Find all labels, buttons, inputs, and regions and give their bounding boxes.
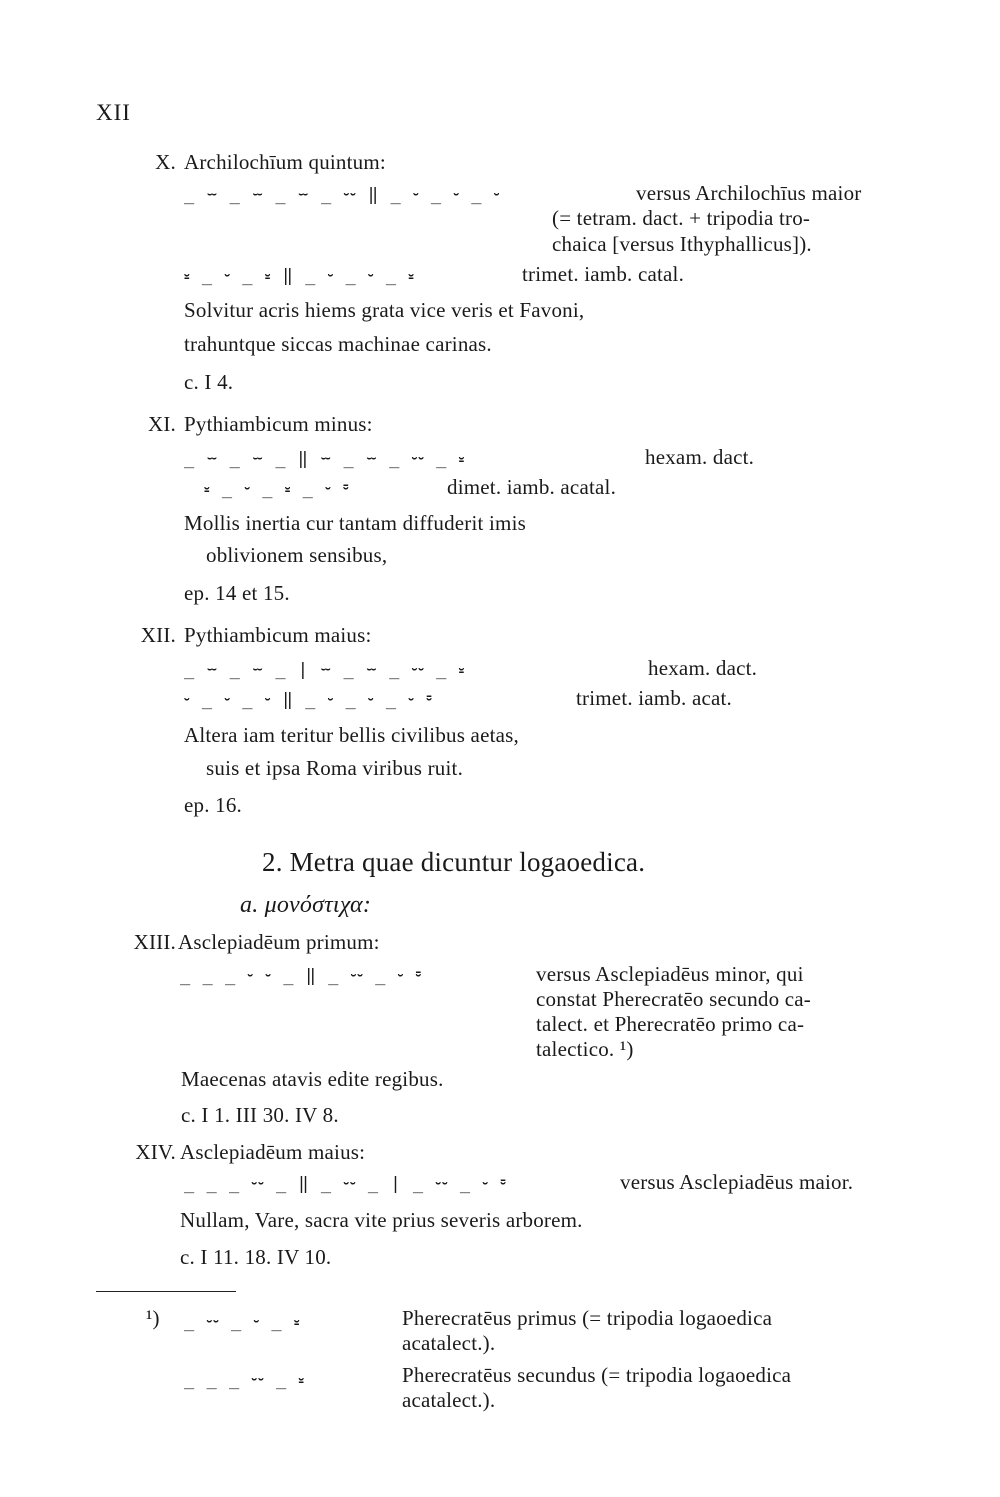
entry-title: Asclepiadēum primum: xyxy=(178,930,380,954)
entry-number: X. xyxy=(155,150,176,174)
meter-description: talect. et Pherecratēo primo ca- xyxy=(536,1012,805,1036)
footnote-text: Pherecratēus secundus (= tripodia logaoedica xyxy=(402,1363,792,1387)
entry-title: Archilochīum quintum: xyxy=(184,150,386,174)
section-heading: 2. Metra quae dicuntur logaoedica. xyxy=(262,847,646,877)
entry-number: XIII. xyxy=(133,930,176,954)
meter-description: chaica [versus Ithyphallicus]). xyxy=(552,232,812,256)
verse-line: Altera iam teritur bellis civilibus aetas, xyxy=(184,723,519,747)
meter-scheme: _ ⏖ _ ⏖ _ ⏖ _ ⏑⏑ ‖ _ ⏑ _ ⏑ _ ⏑ xyxy=(184,185,501,205)
meter-scheme: ⏑ _ ⏑ _ ⏑ ‖ _ ⏑ _ ⏑ _ ⏑ ⏒ xyxy=(184,690,433,710)
footnote-text: Pherecratēus primus (= tripodia logaoedica xyxy=(402,1306,773,1330)
entry-title: Pythiambicum minus: xyxy=(184,412,373,436)
meter-description: dimet. iamb. acatal. xyxy=(447,475,617,499)
page-number: XII xyxy=(96,100,131,125)
verse-line: Nullam, Vare, sacra vite prius severis arborem. xyxy=(180,1208,583,1232)
footnote-text: acatalect.). xyxy=(402,1388,496,1412)
reference: c. I 4. xyxy=(184,370,234,394)
entry-title: Asclepiadēum maius: xyxy=(180,1140,366,1164)
verse-line: Mollis inertia cur tantam diffuderit imis xyxy=(184,511,526,535)
reference: ep. 14 et 15. xyxy=(184,581,290,605)
meter-description: trimet. iamb. acat. xyxy=(576,686,732,710)
verse-line: Maecenas atavis edite regibus. xyxy=(181,1067,444,1091)
meter-description: hexam. dact. xyxy=(645,445,755,469)
reference: c. I 11. 18. IV 10. xyxy=(180,1245,332,1269)
subheading: a. μονόστιχα: xyxy=(240,892,372,918)
meter-description: versus Archilochīus maior xyxy=(636,181,862,205)
meter-description: (= tetram. dact. + tripodia tro- xyxy=(552,206,811,230)
verse-line: Solvitur acris hiems grata vice veris et Favoni, xyxy=(184,298,585,322)
meter-scheme: _ _ _ ⏑ ⏑ _ ‖ _ ⏑⏑ _ ⏑ ⏒ xyxy=(180,966,423,986)
meter-scheme: _ _ _ ⏑⏑ _ ⏓ xyxy=(184,1370,306,1390)
meter-description: versus Asclepiadēus minor, qui xyxy=(536,962,804,986)
meter-scheme: ⏓ _ ⏑ _ ⏓ ‖ _ ⏑ _ ⏑ _ ⏓ xyxy=(184,266,415,286)
reference: ep. 16. xyxy=(184,793,242,817)
meter-description: trimet. iamb. catal. xyxy=(522,262,685,286)
entry-number: XII. xyxy=(140,623,176,647)
footnote-marker: ¹) xyxy=(146,1306,160,1330)
meter-description: hexam. dact. xyxy=(648,656,758,680)
meter-scheme: ⏓ _ ⏑ _ ⏓ _ ⏑ ⏒ xyxy=(204,479,350,499)
reference: c. I 1. III 30. IV 8. xyxy=(181,1103,339,1127)
meter-scheme: _ ⏖ _ ⏖ _ | ⏖ _ ⏖ _ ⏑⏑ _ ⏓ xyxy=(184,660,466,680)
meter-scheme: _ ⏑⏑ _ ⏑ _ ⏓ xyxy=(184,1312,301,1332)
meter-description: constat Pherecratēo secundo ca- xyxy=(536,987,811,1011)
footnote-text: acatalect.). xyxy=(402,1331,496,1355)
footnote-rule xyxy=(96,1291,236,1292)
verse-line: oblivionem sensibus, xyxy=(206,543,388,567)
entry-number: XI. xyxy=(147,412,176,436)
meter-description: talectico. ¹) xyxy=(536,1037,634,1061)
meter-description: versus Asclepiadēus maior. xyxy=(620,1170,854,1194)
meter-scheme: _ _ _ ⏑⏑ _ ‖ _ ⏑⏑ _ | _ ⏑⏑ _ ⏑ ⏒ xyxy=(184,1174,507,1194)
verse-line: trahuntque siccas machinae carinas. xyxy=(184,332,492,356)
entry-title: Pythiambicum maius: xyxy=(184,623,372,647)
verse-line: suis et ipsa Roma viribus ruit. xyxy=(206,756,464,780)
entry-number: XIV. xyxy=(135,1140,176,1164)
meter-scheme: _ ⏖ _ ⏖ _ ‖ ⏖ _ ⏖ _ ⏑⏑ _ ⏓ xyxy=(184,449,466,469)
